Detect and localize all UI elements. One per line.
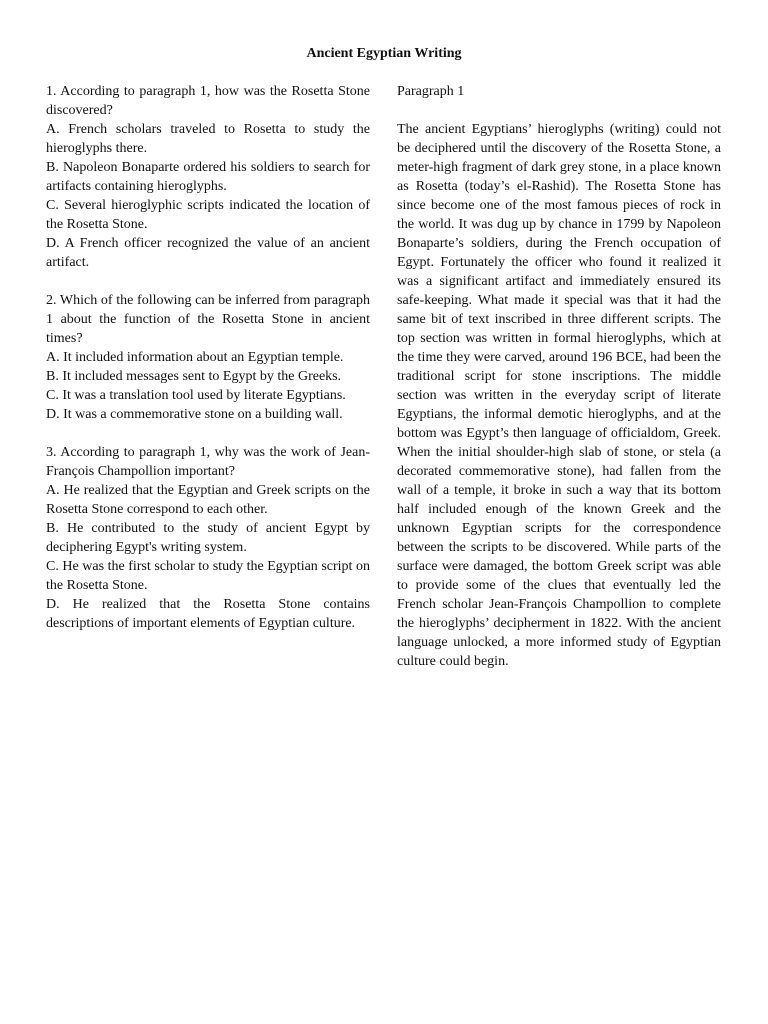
question-2-option-d: D. It was a commemorative stone on a building wall.: [46, 407, 343, 422]
question-1-option-b: B. Napoleon Bonaparte ordered his soldiers to search for artifacts containing hieroglyphs.: [46, 160, 370, 194]
document-title: Ancient Egyptian Writing: [306, 46, 462, 61]
question-2: [46, 291, 370, 424]
question-1-option-a: A. French scholars traveled to Rosetta to study the hieroglyphs there.: [46, 122, 370, 156]
question-3-option-b: B. He contributed to the study of ancient Egypt by deciphering Egypt's writing system.: [46, 521, 370, 555]
question-2-option-c: C. It was a translation tool used by literate Egyptians.: [46, 388, 346, 403]
question-3-option-a: A. He realized that the Egyptian and Greek scripts on the Rosetta Stone correspond to each other.: [46, 483, 370, 517]
passage-text: The ancient Egyptians’ hieroglyphs (writing) could not be deciphered until the discovery of the Rosetta Stone, a meter-high fragment of dark grey stone, in a place known as Rosetta (today’s el-Rashid). The Rosetta Stone has since become one of the most famous pieces of rock in the world. It was dug up by chance in 1799 by Napoleon Bonaparte’s soldiers, during the French occupation of Egypt. Fortunately the officer who found it realized it was a significant artifact and immediately ensured its safe-keeping. What made it special was that it had the same bit of text inscribed in three different scripts. The top section was written in formal hieroglyphs, which at the time they were carved, around 196 BCE, had been the traditional script for stone inscriptions. The middle section was written in the everyday script of literate Egyptians, the informal demotic hieroglyphs, and at the bottom was Egypt’s then language of officialdom, Greek. When the initial shoulder-high slab of stone, or stela (a decorated commemorative stone), had fallen from the wall of a temple, it broke in such a way that its bottom half included enough of the known Greek and the unknown Egyptian scripts for the correspondence between the scripts to be discovered. While parts of the surface were damaged, the bottom Greek script was able to provide some of the clues that eventually led the French scholar Jean-François Champollion to complete the hieroglyphs’ decipherment in 1822. With the ancient language unlocked, a more informed study of Egyptian culture could begin.: [397, 122, 721, 669]
question-2-option-a: A. It included information about an Egyptian temple.: [46, 350, 344, 365]
question-3-option-c: C. He was the first scholar to study the Egyptian script on the Rosetta Stone.: [46, 559, 370, 593]
passage-heading: Paragraph 1: [397, 84, 465, 99]
question-1-option-c: C. Several hieroglyphic scripts indicated the location of the Rosetta Stone.: [46, 198, 370, 232]
question-1-option-d: D. A French officer recognized the value of an ancient artifact.: [46, 236, 370, 270]
question-3-option-d: D. He realized that the Rosetta Stone contains descriptions of important elements of Egyptian culture.: [46, 597, 370, 631]
question-1-stem: 1. According to paragraph 1, how was the Rosetta Stone discovered?: [46, 84, 370, 118]
question-1: [46, 82, 370, 272]
question-2-option-b: B. It included messages sent to Egypt by the Greeks.: [46, 369, 342, 384]
question-3-stem: 3. According to paragraph 1, why was the work of Jean-François Champollion important?: [46, 445, 370, 479]
questions-column: [46, 82, 370, 652]
passage-column: [397, 82, 721, 671]
question-3: [46, 443, 370, 633]
question-2-stem: 2. Which of the following can be inferred from paragraph 1 about the function of the Rosetta Stone in ancient times?: [46, 293, 370, 346]
